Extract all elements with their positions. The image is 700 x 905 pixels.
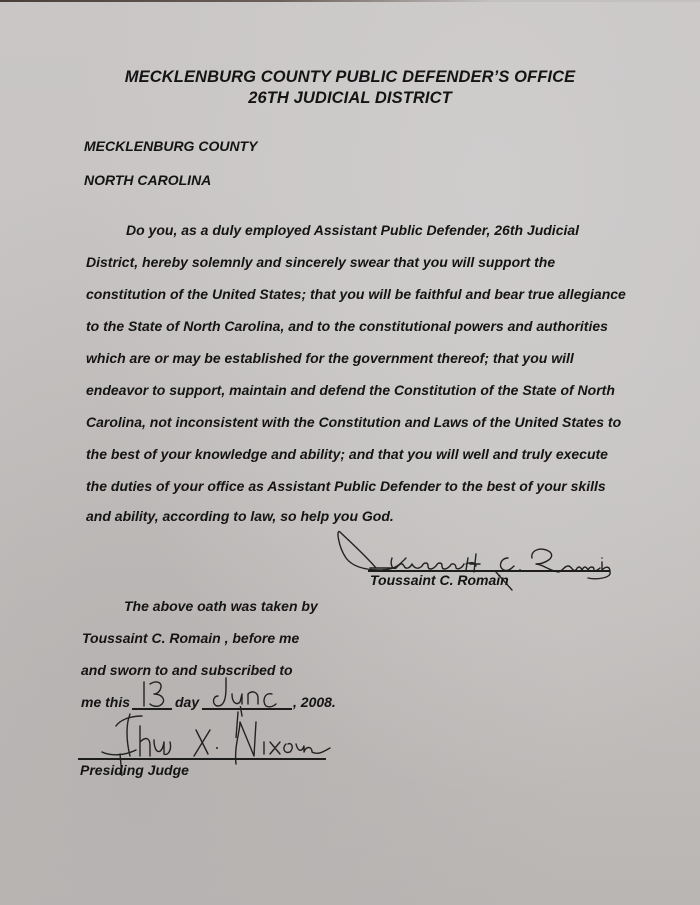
office-title: MECKLENBURG COUNTY PUBLIC DEFENDER’S OFFICE [124,68,576,86]
attestation-line: The above oath was taken by [124,598,318,614]
date-mid: day [175,694,200,710]
oath-line: which are or may be established for the government thereof; that you will [86,350,574,366]
date-suffix: , 2008. [293,694,336,710]
oath-taker-printed-name: Toussaint C. Romain [370,572,509,588]
paper-top-edge [0,0,700,2]
attestation-line: Toussaint C. Romain , before me [82,630,300,646]
oath-line: Do you, as a duly employed Assistant Public Defender, 26th Judicial [126,222,580,238]
oath-line: to the State of North Carolina, and to the constitutional powers and authorities [86,318,608,334]
oath-line: the best of your knowledge and ability; and that you will well and truly execute [86,446,608,462]
district-title: 26TH JUDICIAL DISTRICT [248,89,452,107]
oath-line: and ability, according to law, so help you God. [86,508,394,524]
county-label: MECKLENBURG COUNTY [84,138,258,154]
attestation-line: and sworn to and subscribed to [81,662,293,678]
oath-line: the duties of your office as Assistant Public Defender to the best of your skills [86,478,606,494]
judge-title: Presiding Judge [80,762,189,778]
judge-signature-line [78,758,326,760]
oath-line: endeavor to support, maintain and defend the Constitution of the State of North [86,382,615,398]
oath-line: District, hereby solemnly and sincerely swear that you will support the [86,254,556,270]
oath-line: Carolina, not inconsistent with the Constitution and Laws of the United States to [86,414,622,430]
state-label: NORTH CAROLINA [84,172,212,188]
date-prefix: me this [81,694,131,710]
oath-line: constitution of the United States; that you will be faithful and bear true allegiance [86,286,626,302]
